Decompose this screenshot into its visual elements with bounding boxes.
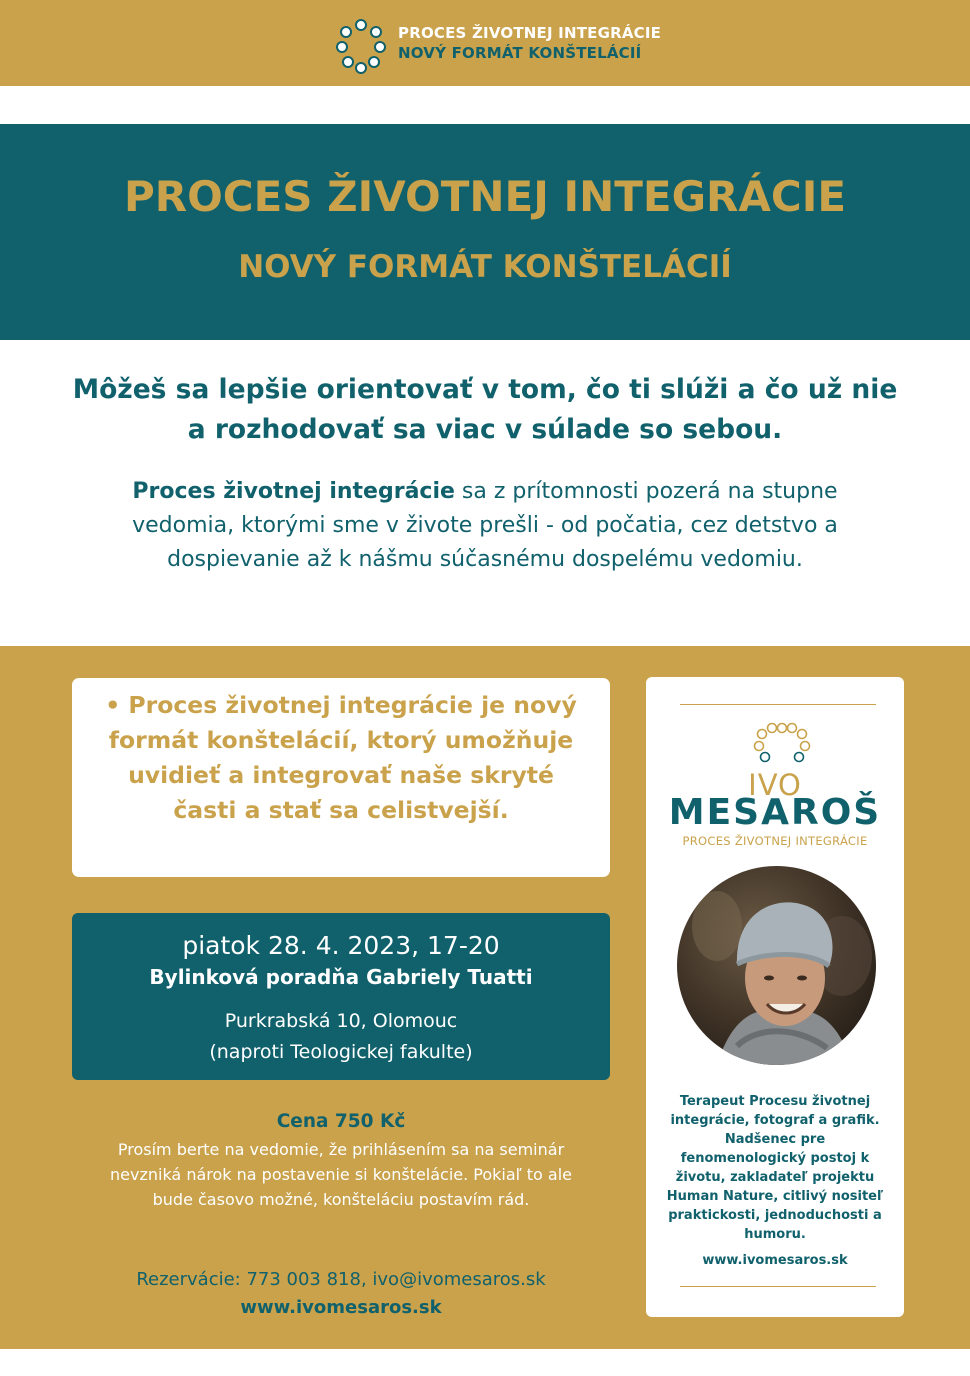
header-title: PROCES ŽIVOTNEJ INTEGRÁCIE [398, 24, 662, 42]
circle-ring-logo-icon [336, 18, 386, 74]
event-venue: Bylinková poradňa Gabriely Tuatti [149, 965, 533, 989]
website-link[interactable]: www.ivomesaros.sk [240, 1297, 442, 1318]
card-divider-top [680, 704, 876, 705]
card-bio: Terapeut Procesu životnej integrácie, fotograf a grafik. Nadšenec pre fenomenologický postoj k životu, zakladateľ projektu Human Nature, citlivý nositeľ praktickosti, jednoduchosti a humoru. [666, 1094, 884, 1242]
portrait-photo [677, 866, 876, 1065]
feature-text: • Proces životnej integrácie je nový formát konštelácií, ktorý umožňuje uvidieť a integrovať naše skryté časti a stať sa celistvejší. [105, 691, 577, 824]
card-name-last: MESAROŠ [668, 792, 882, 833]
price-note: Prosím berte na vedomie, že prihlásením sa na seminár nevzniká nárok na postavenie si konštelácie. Pokiaľ to ale bude časovo možné, konšteláciu postavím rád. [110, 1140, 573, 1209]
banner-title: PROCES ŽIVOTNEJ INTEGRÁCIE [123, 172, 847, 221]
bottom-margin [0, 1349, 970, 1376]
title-banner [0, 124, 970, 340]
price-label: Cena 750 Kč [276, 1111, 406, 1132]
event-date: piatok 28. 4. 2023, 17-20 [182, 931, 500, 960]
banner-subtitle: NOVÝ FORMÁT KONŠTELÁCIÍ [238, 249, 732, 285]
intro-lead-text: sa z prítomnosti pozerá na stupne vedomia, ktorými sme v živote prešli - od počatia, cez detstvo a dospievanie až k nášmu súčasnému dospelému vedomiu. [132, 479, 838, 572]
header-subtitle: NOVÝ FORMÁT KONŠTELÁCIÍ [398, 44, 642, 62]
event-address: Purkrabská 10, Olomouc [224, 1010, 458, 1032]
event-address-note: (naproti Teologickej fakulte) [209, 1041, 473, 1063]
card-tagline: PROCES ŽIVOTNEJ INTEGRÁCIE [682, 834, 868, 848]
card-website-link[interactable]: www.ivomesaros.sk [702, 1253, 848, 1268]
reservation-contact[interactable]: Rezervácie: 773 003 818, ivo@ivomesaros.sk [136, 1269, 546, 1290]
intro-paragraph [80, 475, 890, 577]
intro-headline: Môžeš sa lepšie orientovať v tom, čo ti slúži a čo už nie a rozhodovať sa viac v súlade so sebou. [72, 374, 898, 445]
intro-lead-strong: Proces životnej integrácie [132, 479, 455, 504]
card-name-first: IVO [748, 768, 802, 802]
card-divider-bottom [680, 1286, 876, 1287]
top-header-bar [0, 0, 970, 86]
